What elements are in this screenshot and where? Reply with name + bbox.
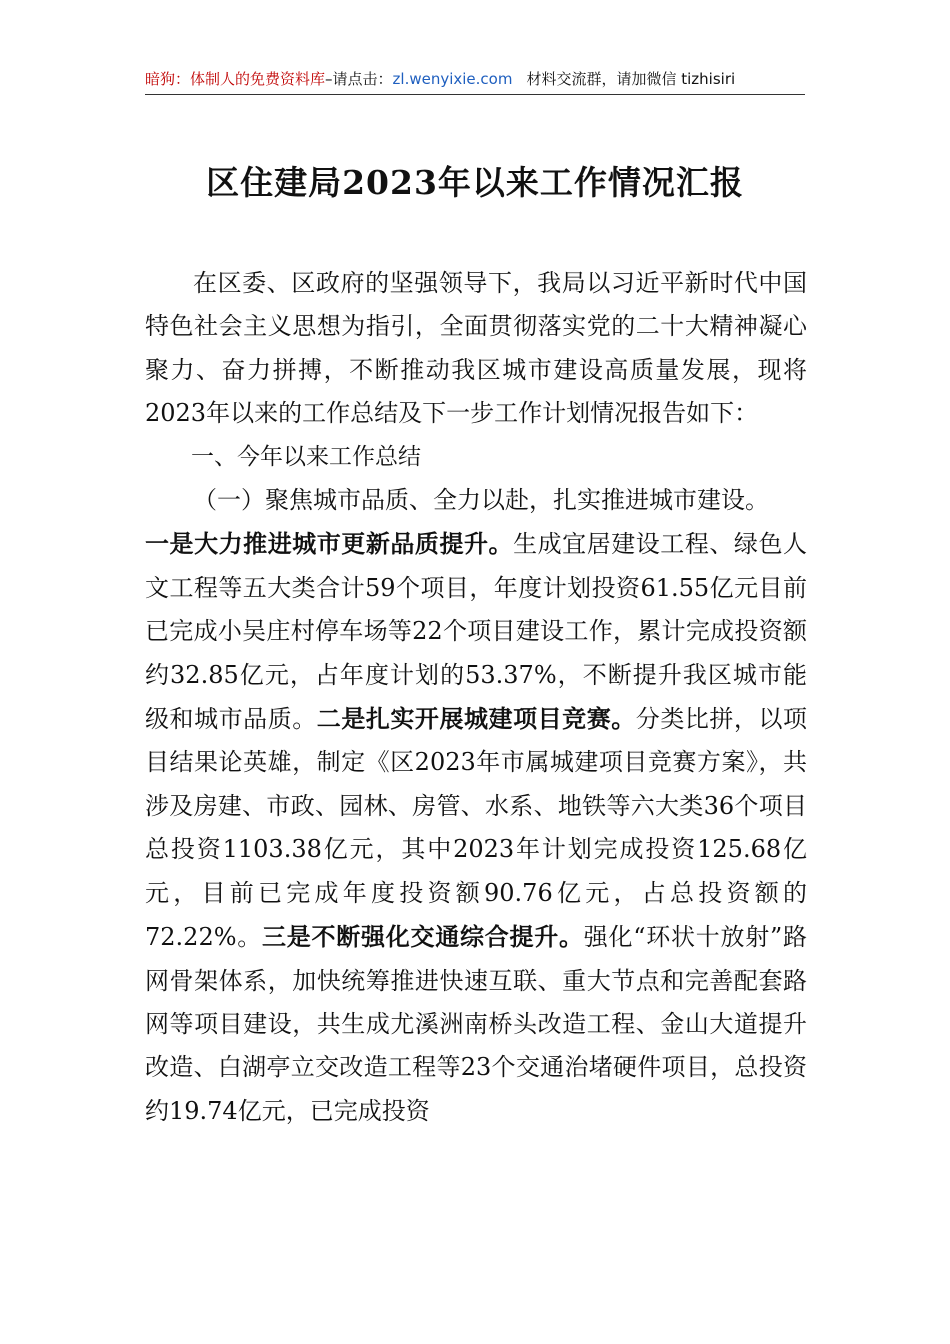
header-site-name: 暗狗：体制人的免费资料库 <box>145 70 326 88</box>
point1-text: 生成宜居建设工程、绿色人文工程等五大类合计59个项目，年度计划投资61.55亿元目前已完成小吴庄村停车场等22个项目建设工作，累计完成投资额约32.85亿元，占年度计划的53.37%，不断提升我区城市能级和城市品质。 <box>145 530 808 734</box>
work-summary-paragraph <box>145 522 807 1133</box>
point2-title: 二是扎实开展城建项目竞赛。 <box>316 704 636 734</box>
section-heading: 一、今年以来工作总结 <box>191 443 421 470</box>
header-url-link[interactable]: zl.wenyixie.com <box>392 70 513 88</box>
document-body <box>145 262 807 1133</box>
point3-text: 强化“环状十放射”路网骨架体系，加快统筹推进快速互联、重大节点和完善配套路网等项目建设，共生成尤溪洲南桥头改造工程、金山大道提升改造、白湖亭立交改造工程等23个交通治堵硬件项目，总投资约19.74亿元，已完成投资 <box>145 923 807 1125</box>
subsection-heading: （一）聚焦城市品质、全力以赴，扎实推进城市建设。 <box>193 486 769 515</box>
header-wechat-note: 材料交流群，请加微信 tizhisiri <box>526 70 736 88</box>
point1-title: 一是大力推进城市更新品质提升。 <box>145 529 514 559</box>
page-header <box>145 68 805 90</box>
header-divider <box>145 94 805 95</box>
header-click-prompt: –请点击： <box>325 70 393 88</box>
document-title: 区住建局2023年以来工作情况汇报 <box>206 163 744 202</box>
intro-paragraph: 在区委、区政府的坚强领导下，我局以习近平新时代中国特色社会主义思想为指引，全面贯彻落实党的二十大精神凝心聚力、奋力拼搏，不断推动我区城市建设高质量发展，现将2023年以来的工作总结及下一步工作计划情况报告如下： <box>145 269 807 428</box>
point3-title: 三是不断强化交通综合提升。 <box>262 922 584 952</box>
point2-text: 分类比拼，以项目结果论英雄，制定《区2023年市属城建项目竞赛方案》，共涉及房建、市政、园林、房管、水系、地铁等六大类36个项目总投资1103.38亿元，其中2023年计划完成投资125.68亿元，目前已完成年度投资额90.76亿元，占总投资额的72.22%。 <box>145 705 808 952</box>
